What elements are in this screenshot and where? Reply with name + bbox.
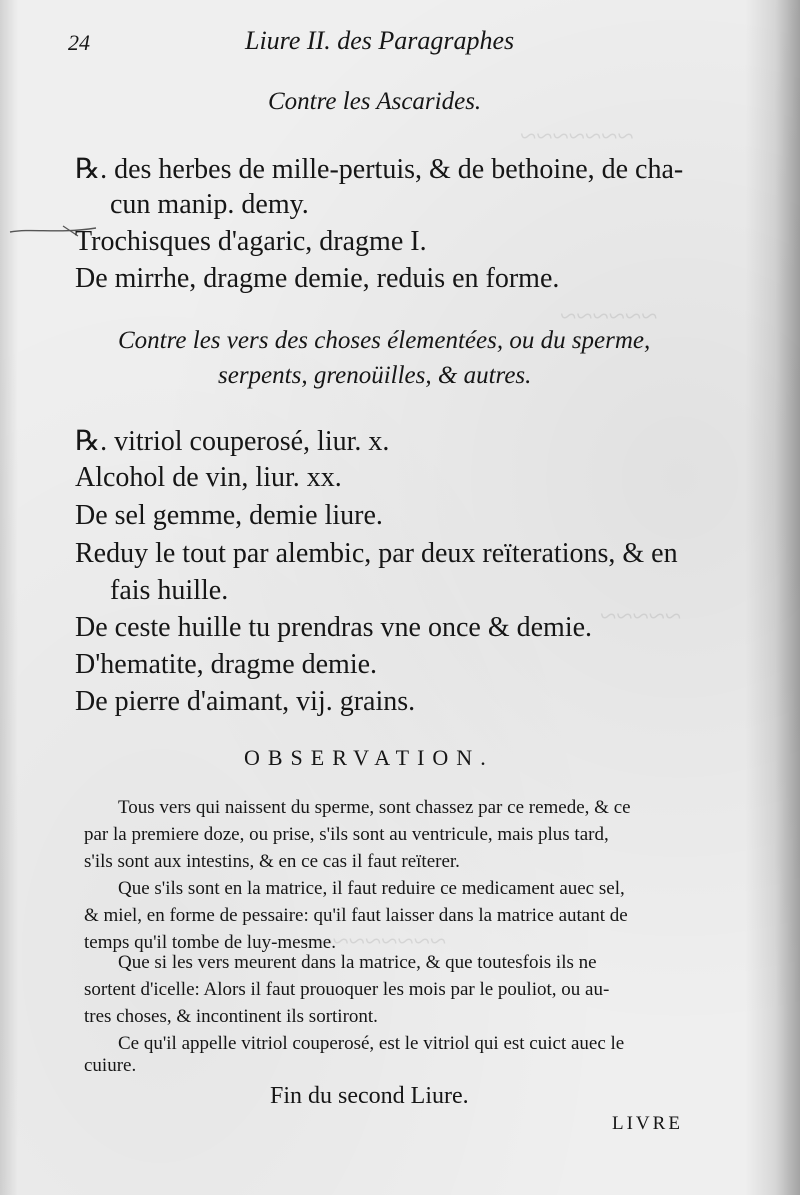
recipe-line: D'hematite, dragme demie. <box>75 649 378 680</box>
page-number: 24 <box>68 30 90 55</box>
show-through-texture: ~~~~~~ <box>560 300 658 333</box>
catchword: LIVRE <box>612 1113 683 1134</box>
running-head: Liure II. des Paragraphes <box>245 26 515 55</box>
section-title-vers-continued: serpents, grenoüilles, & autres. <box>218 362 532 389</box>
observation-line: cuiure. <box>84 1055 137 1076</box>
recipe-line: De sel gemme, demie liure. <box>75 500 383 531</box>
observation-line: sortent d'icelle: Alors il faut prouoquer les mois par le pouliot, ou au- <box>84 979 610 1000</box>
observation-line: tres choses, & incontinent ils sortiront. <box>84 1006 378 1027</box>
recipe-line: fais huille. <box>110 575 229 606</box>
recipe-line: Alcohol de vin, liur. xx. <box>75 462 342 493</box>
recipe-line: Reduy le tout par alembic, par deux reïterations, & en <box>75 538 678 569</box>
observation-line: & miel, en forme de pessaire: qu'il faut laisser dans la matrice autant de <box>84 905 628 926</box>
observation-line: Que s'ils sont en la matrice, il faut reduire ce medicament auec sel, <box>118 878 625 899</box>
observation-line: par la premiere doze, ou prise, s'ils sont au ventricule, mais plus tard, <box>84 824 609 845</box>
end-of-book-text: Fin du second Liure. <box>270 1083 469 1109</box>
section-title-ascarides: Contre les Ascarides. <box>268 88 482 115</box>
page-edge-shadow <box>0 0 18 1195</box>
gutter-shadow <box>745 0 800 1195</box>
recipe-line: De mirrhe, dragme demie, reduis en forme. <box>75 263 560 294</box>
observation-heading: OBSERVATION. <box>244 745 494 770</box>
recipe-line: De pierre d'aimant, vij. grains. <box>75 686 416 717</box>
observation-line: temps qu'il tombe de luy-mesme. <box>84 932 336 953</box>
show-through-texture: ~~~~~~~~~ <box>300 925 447 958</box>
show-through-texture: ~~~~~~~ <box>520 120 634 153</box>
observation-line: Tous vers qui naissent du sperme, sont chassez par ce remede, & ce <box>118 797 631 818</box>
section-title-vers: Contre les vers des choses élementées, ou du sperme, <box>118 327 651 354</box>
observation-line: Que si les vers meurent dans la matrice, & que toutesfois ils ne <box>118 952 597 973</box>
recipe-line: ℞. des herbes de mille-pertuis, & de bethoine, de cha- <box>75 154 684 185</box>
observation-line: Ce qu'il appelle vitriol couperosé, est le vitriol qui est cuict auec le <box>118 1033 625 1054</box>
recipe-line: cun manip. demy. <box>110 189 309 220</box>
show-through-texture: ~~~~~ <box>600 600 682 633</box>
recipe-line: ℞. vitriol couperosé, liur. x. <box>75 426 390 457</box>
observation-line: s'ils sont aux intestins, & en ce cas il faut reïterer. <box>84 851 460 872</box>
recipe-line: Trochisques d'agaric, dragme I. <box>75 226 427 257</box>
recipe-line: De ceste huille tu prendras vne once & demie. <box>75 612 593 643</box>
